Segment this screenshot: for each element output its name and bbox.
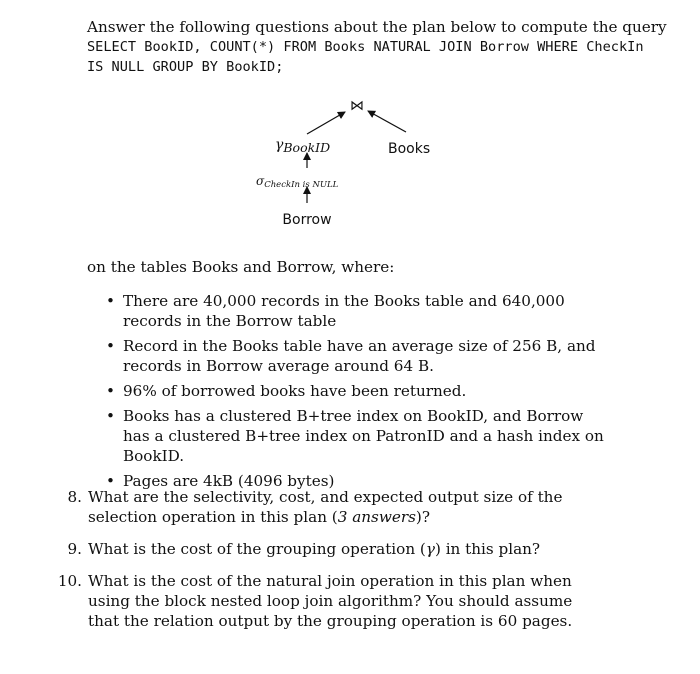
intro-text: Answer the following questions about the plan below to compute the query: [87, 18, 667, 36]
list-item-text: Record in the Books table have an average size of 256 B, and records in Borrow average around 64 B.: [123, 337, 596, 375]
list-item-text: 96% of borrowed books have been returned.: [123, 382, 467, 400]
list-item: [106, 406, 606, 466]
list-item-text: There are 40,000 records in the Books table and 640,000 records in the Borrow table: [123, 292, 565, 330]
grouping-node: [275, 137, 330, 155]
edge-join-to-books: [368, 111, 406, 132]
selection-condition: CheckIn is NULL: [264, 180, 339, 190]
bullet-icon: •: [106, 407, 115, 425]
bullet-icon: •: [106, 382, 115, 400]
list-item: [106, 381, 606, 401]
question-intro: [87, 17, 687, 77]
question-item: [57, 539, 602, 559]
gamma-symbol: γ: [275, 137, 284, 153]
question-number: 10.: [57, 572, 82, 590]
question-item: [57, 571, 602, 631]
question-text: What is the cost of the natural join operation in this plan when using the block nested loop join algorithm? You should assume that the relation output by the grouping operation is 60 pages.: [88, 572, 573, 630]
question-text: What is the cost of the grouping operation (: [88, 540, 426, 558]
assumptions-list: [106, 291, 606, 496]
question-text: What are the selectivity, cost, and expected output size of the selection operation in this plan (: [88, 488, 563, 526]
question-text-end: )?: [415, 508, 430, 526]
books-relation: Books: [388, 141, 431, 157]
borrow-relation: Borrow: [282, 212, 332, 228]
question-text-end: ) in this plan?: [434, 540, 541, 558]
list-item-text: Books has a clustered B+tree index on BookID, and Borrow has a clustered B+tree index on PatronID and a hash index on BookID.: [123, 407, 604, 465]
bullet-icon: •: [106, 472, 115, 490]
question-item: [57, 487, 602, 527]
bullet-icon: •: [106, 292, 115, 310]
list-item-text: Pages are 4kB (4096 bytes): [123, 472, 335, 490]
selection-node: [256, 174, 339, 190]
list-item: [106, 291, 606, 331]
grouping-attribute: BookID: [283, 140, 331, 155]
question-number: 9.: [67, 540, 82, 558]
sql-query-line-2: IS NULL GROUP BY BookID;: [87, 59, 284, 75]
list-item: [106, 336, 606, 376]
join-operator-icon: ⋈: [350, 98, 364, 114]
sigma-symbol: σ: [256, 174, 265, 188]
question-number: 8.: [67, 488, 82, 506]
edge-join-to-grouping: [307, 112, 345, 134]
query-plan-diagram: [0, 95, 700, 235]
question-list: [57, 487, 602, 643]
sql-query-line-1: SELECT BookID, COUNT(*) FROM Books NATURAL JOIN Borrow WHERE CheckIn: [87, 39, 644, 55]
question-emphasis: 3 answers: [337, 508, 416, 526]
tables-description: on the tables Books and Borrow, where:: [87, 258, 395, 276]
question-emphasis: γ: [425, 540, 435, 558]
bullet-icon: •: [106, 337, 115, 355]
